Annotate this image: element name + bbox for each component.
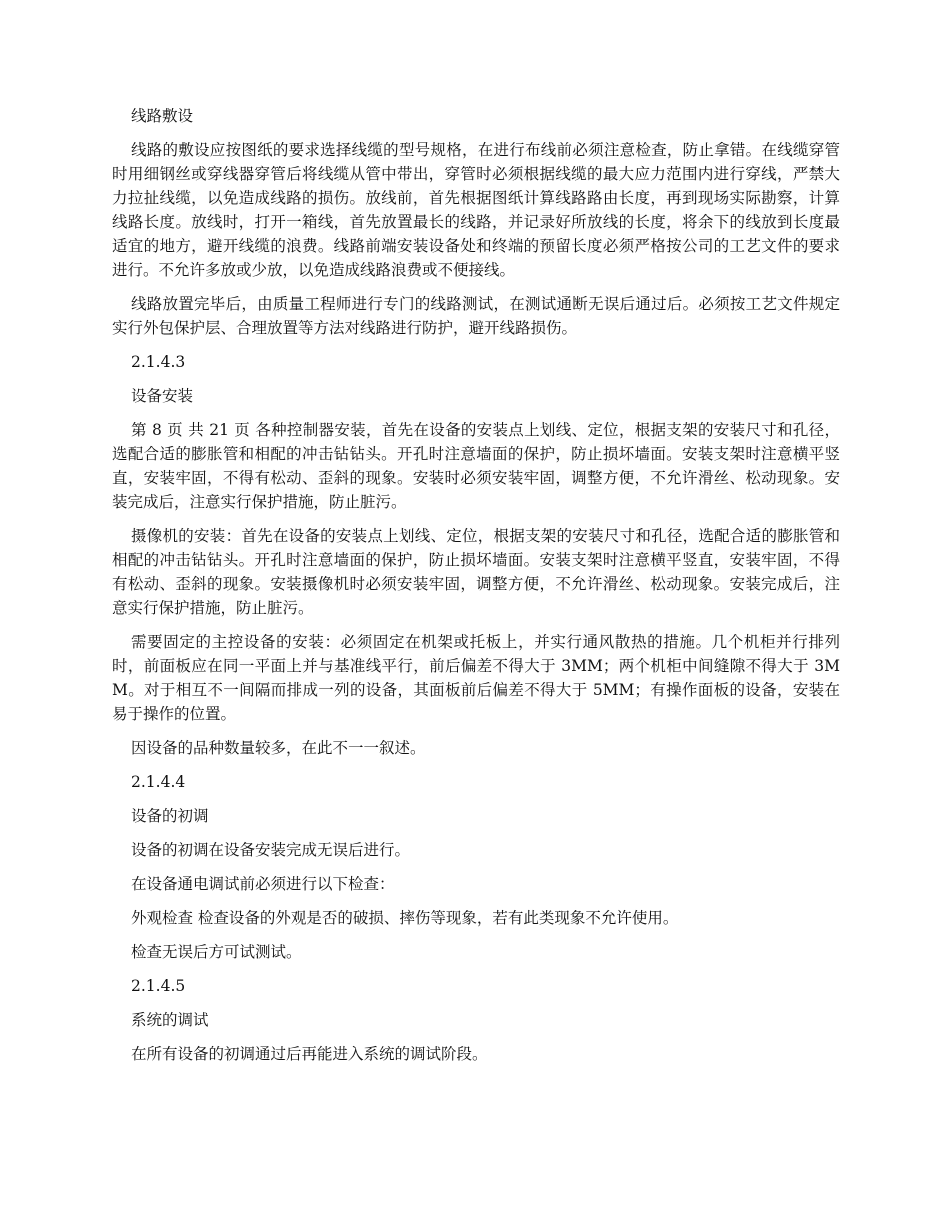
heading-system-debugging: 系统的调试 — [131, 1011, 209, 1029]
paragraph-line-laying-requirements: 线路的敷设应按图纸的要求选择线缆的型号规格，在进行布线前必须注意检查，防止拿错。在线缆穿管时用细钢丝或穿线器穿管后将线缆从管中带出，穿管时必须根据线缆的最大应力范围内进行穿线，严禁大力拉扯线缆，以免造成线路的损伤。放线前，首先根据图纸计算线路路由长度，再到现场实际勘察，计算线路长度。放线时，打开一箱线，首先放置最长的线路，并记录好所放线的长度，将余下的线放到长度最适宜的地方，避开线缆的浪费。线路前端安装设备处和终端的预留长度必须严格按公司的工艺文件的要求进行。不允许多放或少放，以免造成线路浪费或不便接线。 — [112, 141, 840, 279]
paragraph-pre-power-check: 在设备通电调试前必须进行以下检查： — [131, 875, 395, 893]
paragraph-main-control-installation: 需要固定的主控设备的安装：必须固定在机架或托板上，并实行通风散热的措施。几个机柜并行排列时，前面板应在同一平面上并与基准线平行，前后偏差不得大于 3MM；两个机柜中间缝隙不得大于 3MM。对于相互不一间隔而排成一列的设备，其面板前后偏差不得大于 5MM；有操作面板的设备，安装在易于操作的位置。 — [112, 633, 840, 723]
section-number-2-1-4-4: 2.1.4.4 — [131, 773, 186, 791]
section-number-2-1-4-5: 2.1.4.5 — [131, 977, 186, 995]
paragraph-line-testing: 线路放置完毕后，由质量工程师进行专门的线路测试，在测试通断无误后通过后。必须按工艺文件规定实行外包保护层、合理放置等方法对线路进行防护，避开线路损伤。 — [112, 295, 840, 337]
document-page — [112, 104, 840, 1076]
section-number-2-1-4-3: 2.1.4.3 — [131, 353, 186, 371]
paragraph-check-then-test: 检查无误后方可试测试。 — [131, 943, 302, 961]
paragraph-system-debugging-stage: 在所有设备的初调通过后再能进入系统的调试阶段。 — [131, 1045, 488, 1063]
paragraph-appearance-check: 外观检查 检查设备的外观是否的破损、摔伤等现象，若有此类现象不允许使用。 — [131, 909, 679, 927]
heading-line-laying: 线路敷设 — [131, 107, 194, 125]
paragraph-equipment-variety-note: 因设备的品种数量较多，在此不一一叙述。 — [131, 739, 426, 757]
paragraph-initial-adjustment-timing: 设备的初调在设备安装完成无误后进行。 — [131, 841, 411, 859]
heading-initial-adjustment: 设备的初调 — [131, 807, 209, 825]
paragraph-camera-installation: 摄像机的安装：首先在设备的安装点上划线、定位，根据支架的安装尺寸和孔径，选配合适的膨胀管和相配的冲击钻钻头。开孔时注意墙面的保护，防止损坏墙面。安装支架时注意横平竖直，安装牢固，不得有松动、歪斜的现象。安装摄像机时必须安装牢固，调整方便，不允许滑丝、松动现象。安装完成后，注意实行保护措施，防止脏污。 — [112, 527, 840, 617]
paragraph-controller-installation: 第 8 页 共 21 页 各种控制器安装，首先在设备的安装点上划线、定位，根据支架的安装尺寸和孔径，选配合适的膨胀管和相配的冲击钻钻头。开孔时注意墙面的保护，防止损坏墙面。安装支架时注意横平竖直，安装牢固，不得有松动、歪斜的现象。安装时必须安装牢固，调整方便，不允许滑丝、松动现象。安装完成后，注意实行保护措施，防止脏污。 — [112, 421, 840, 511]
heading-equipment-installation: 设备安装 — [131, 387, 194, 405]
